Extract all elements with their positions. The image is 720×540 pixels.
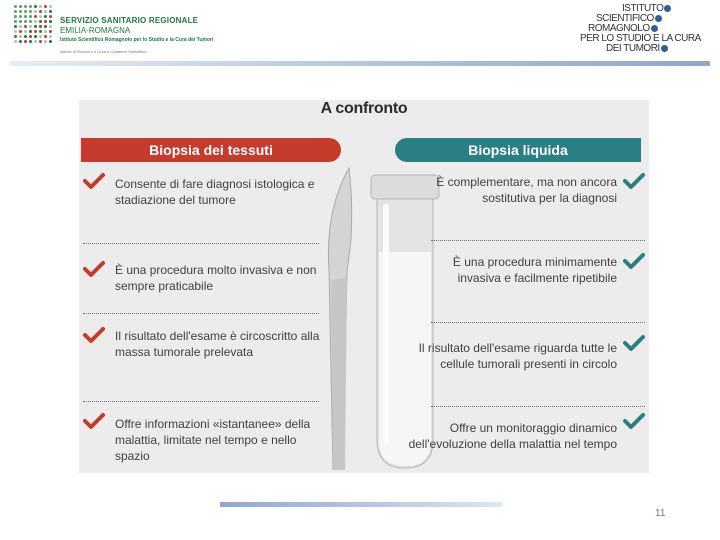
comparison-infographic [79, 100, 649, 473]
irst-logo [578, 3, 701, 60]
right-item-1: È complementare, ma non ancora sostitutiva per la diagnosi [436, 175, 617, 205]
logo-dot [19, 30, 22, 33]
irst-line-4: PER LO STUDIO E LA CURA [580, 33, 701, 44]
logo-dot [39, 20, 42, 23]
logo-dot [39, 40, 42, 43]
right-item-4: Offre un monitoraggio dinamico dell'evoluzione della malattia nel tempo [408, 421, 617, 451]
logo-dot [49, 40, 52, 43]
irst-dot-icon [651, 25, 658, 32]
right-separator [431, 406, 645, 407]
logo-dot [49, 35, 52, 38]
logo-dot [14, 20, 17, 23]
check-icon [83, 326, 105, 344]
check-icon [623, 252, 645, 270]
ssr-line-2: EMILIA-ROMAGNA [60, 26, 131, 35]
left-item-1: Consente di fare diagnosi istologica e stadiazione del tumore [115, 177, 315, 207]
logo-dot [24, 40, 27, 43]
check-icon [623, 172, 645, 190]
logo-dot [29, 40, 32, 43]
logo-dot [39, 35, 42, 38]
logo-dot [29, 30, 32, 33]
logo-dot [34, 20, 37, 23]
logo-dot [14, 40, 17, 43]
logo-dot [19, 5, 22, 8]
logo-dot [44, 30, 47, 33]
logo-dot [14, 30, 17, 33]
irst-line-5: DEI TUMORI [578, 44, 688, 54]
check-icon [83, 172, 105, 190]
logo-dot [49, 15, 52, 18]
logo-dot [39, 15, 42, 18]
footer-rule [220, 502, 502, 507]
logo-dot [44, 20, 47, 23]
left-separator [83, 313, 319, 314]
logo-dot [24, 5, 27, 8]
logo-dot [49, 30, 52, 33]
left-separator [83, 243, 319, 244]
logo-dot [19, 35, 22, 38]
right-separator [431, 322, 645, 323]
logo-dot [39, 25, 42, 28]
logo-dot [34, 15, 37, 18]
right-item-2: È una procedura minimamente invasiva e facilmente ripetibile [452, 255, 617, 285]
left-item-3: Il risultato dell'esame è circoscritto alla massa tumorale prelevata [115, 329, 320, 359]
scalpel-icon [328, 168, 351, 470]
logo-dot [14, 35, 17, 38]
logo-dot [34, 40, 37, 43]
right-separator [431, 240, 645, 241]
logo-dot [29, 20, 32, 23]
logo-dot [39, 30, 42, 33]
check-icon [83, 412, 105, 430]
check-icon [623, 412, 645, 430]
irst-dot-icon [661, 45, 668, 52]
logo-dot [24, 10, 27, 13]
logo-dot [14, 5, 17, 8]
logo-dot [44, 15, 47, 18]
logo-dot [19, 25, 22, 28]
header-rule [10, 61, 710, 66]
ssr-line-3: Istituto Scientifico Romagnolo per lo Studio e la Cura dei Tumori [60, 37, 214, 43]
logo-dot [14, 10, 17, 13]
logo-dot [34, 25, 37, 28]
logo-dot [44, 10, 47, 13]
right-item-3: Il risultato dell'esame riguarda tutte le cellule tumorali presenti in circolo [418, 341, 617, 371]
logo-dot [49, 20, 52, 23]
logo-dot [44, 35, 47, 38]
logo-dot [34, 30, 37, 33]
infographic-title: A confronto [320, 100, 408, 117]
logo-dot [29, 15, 32, 18]
logo-dot [24, 35, 27, 38]
page-number: 11 [655, 508, 666, 519]
logo-dot [19, 20, 22, 23]
logo-dot [34, 5, 37, 8]
ssr-line-1: SERVIZIO SANITARIO REGIONALE [60, 16, 199, 25]
logo-dot [44, 40, 47, 43]
irst-dot-icon [664, 5, 671, 12]
check-icon [83, 260, 105, 278]
logo-dot [44, 5, 47, 8]
left-item-4: Offre informazioni «istantanee» della malattia, limitate nel tempo e nello spazio [115, 417, 311, 463]
logo-dot [44, 25, 47, 28]
ssr-line-4: Istituto di Ricovero e Cura a Carattere Scientifico [60, 49, 147, 54]
logo-dot [49, 25, 52, 28]
logo-dot [29, 5, 32, 8]
dot-grid-icon [14, 5, 54, 45]
logo-dot [29, 35, 32, 38]
left-heading-banner: Biopsia dei tessuti [81, 138, 341, 162]
logo-dot [34, 35, 37, 38]
ssr-logo [14, 5, 274, 60]
logo-dot [34, 10, 37, 13]
irst-dot-icon [655, 15, 662, 22]
logo-dot [14, 25, 17, 28]
logo-dot [19, 15, 22, 18]
left-separator [83, 401, 319, 402]
logo-dot [39, 5, 42, 8]
irst-line-2: SCIENTIFICO [578, 14, 688, 24]
ssr-logo-text [60, 16, 213, 54]
irst-line-1: ISTITUTO [578, 4, 688, 14]
left-item-2: È una procedura molto invasiva e non sempre praticabile [115, 263, 317, 293]
logo-dot [39, 10, 42, 13]
right-heading-banner: Biopsia liquida [395, 138, 641, 162]
logo-dot [29, 10, 32, 13]
irst-line-3: ROMAGNOLO [578, 24, 688, 34]
logo-dot [24, 20, 27, 23]
logo-dot [14, 15, 17, 18]
logo-dot [24, 25, 27, 28]
logo-dot [49, 10, 52, 13]
logo-dot [49, 5, 52, 8]
logo-dot [19, 10, 22, 13]
check-icon [623, 334, 645, 352]
logo-dot [29, 25, 32, 28]
logo-dot [24, 30, 27, 33]
logo-dot [24, 15, 27, 18]
logo-dot [19, 40, 22, 43]
